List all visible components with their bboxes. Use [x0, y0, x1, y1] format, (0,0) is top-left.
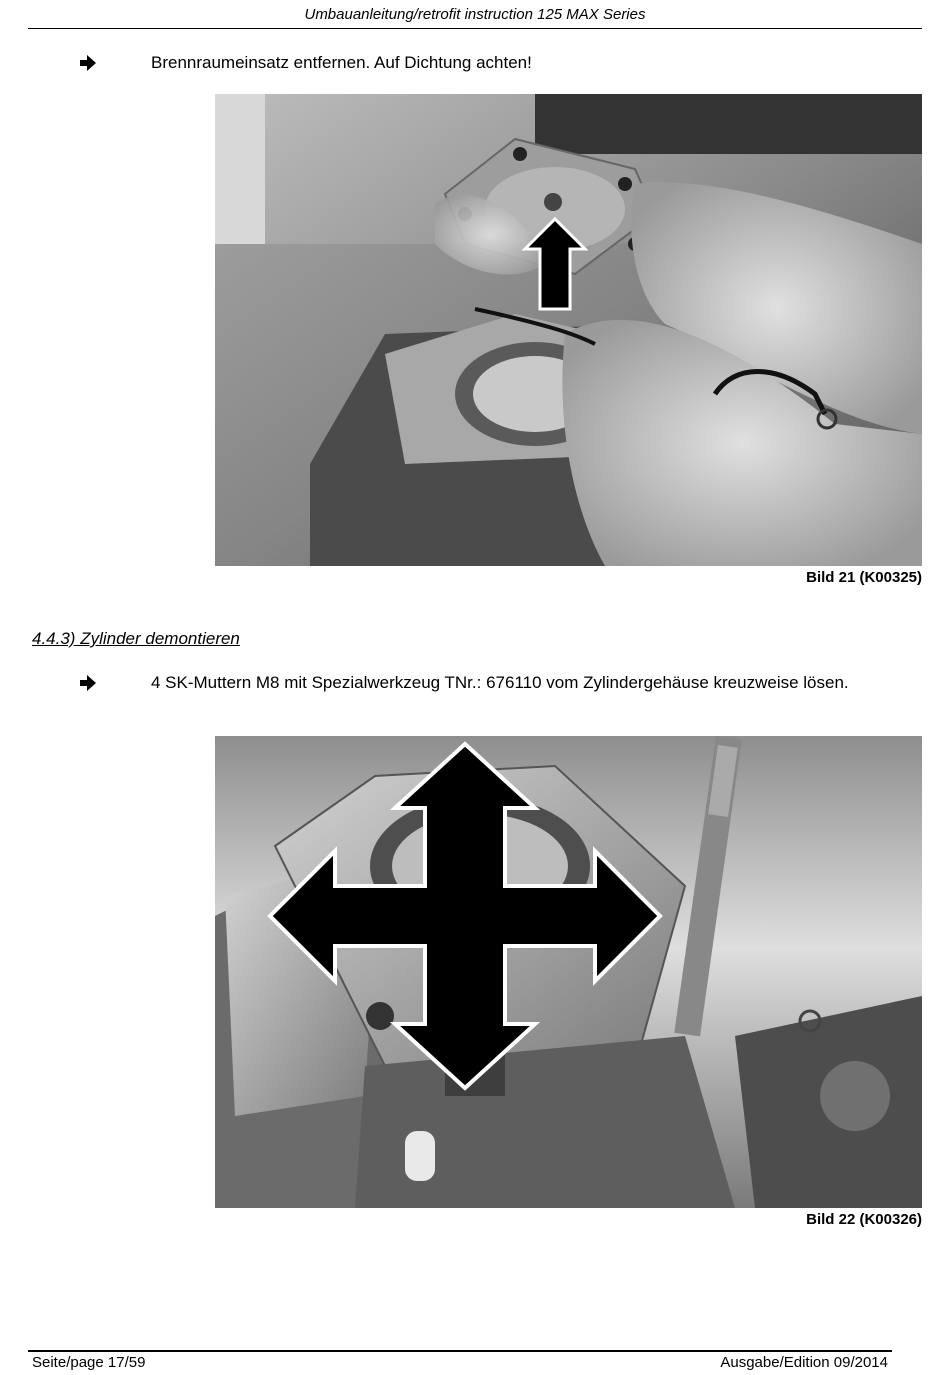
- right-arrow-icon: [78, 672, 98, 694]
- footer-page-number: Seite/page 17/59: [32, 1354, 146, 1371]
- step-2-text: 4 SK-Muttern M8 mit Spezialwerkzeug TNr.: 676110 vom Zylindergehäuse kreuzweise lösen.: [151, 673, 849, 692]
- step-1-text: Brennraumeinsatz entfernen. Auf Dichtung achten!: [151, 53, 532, 72]
- figure-2-caption: Bild 22 (K00326): [806, 1211, 922, 1228]
- header-title: Umbauanleitung/retrofit instruction 125 MAX Series: [304, 6, 646, 23]
- figure-1-caption: Bild 21 (K00325): [806, 569, 922, 586]
- photo-cylinder-nuts: [215, 736, 922, 1208]
- photo-combustion-chamber-insert: [215, 94, 922, 566]
- right-arrow-icon: [78, 52, 98, 74]
- section-heading: 4.4.3) Zylinder demontieren: [32, 629, 240, 648]
- footer-edition: Ausgabe/Edition 09/2014: [720, 1354, 888, 1371]
- page-header: [28, 6, 922, 29]
- footer-divider: [28, 1350, 892, 1352]
